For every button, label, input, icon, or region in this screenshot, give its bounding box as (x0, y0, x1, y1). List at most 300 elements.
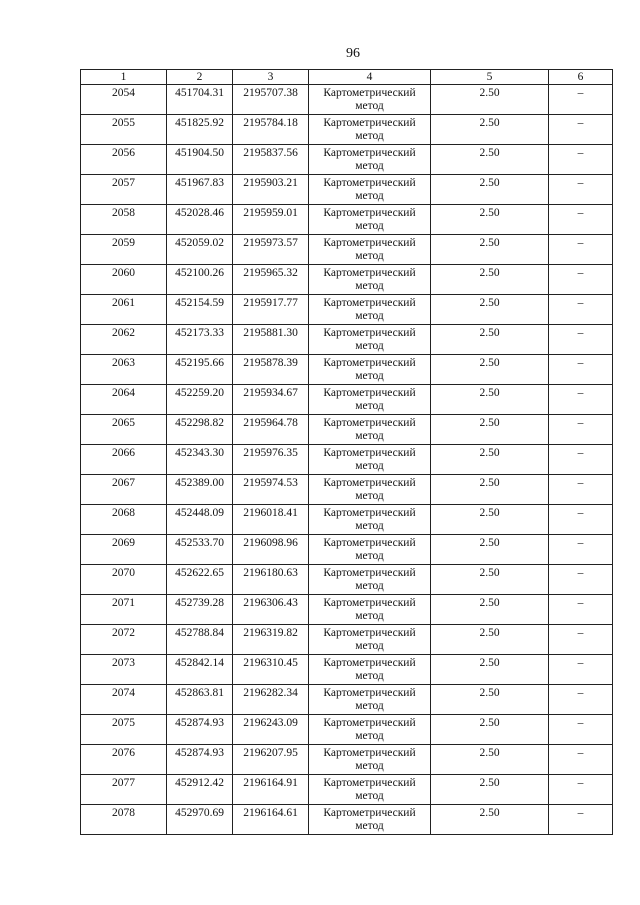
accuracy-cell-text: 2.50 (479, 387, 500, 399)
y-coordinate-cell (233, 655, 309, 685)
point-number-cell (81, 715, 167, 745)
method-text (309, 505, 430, 532)
x-coordinate-cell (167, 445, 233, 475)
x-coordinate-cell (167, 685, 233, 715)
point-number-cell-text: 2064 (112, 387, 135, 399)
method-text (309, 715, 430, 742)
method-line-2: метод (355, 760, 384, 772)
method-line-1: Картометрический (323, 687, 416, 699)
point-number-cell-text: 2078 (112, 807, 135, 819)
accuracy-cell-text: 2.50 (479, 117, 500, 129)
y-coordinate-cell-text: 2195917.77 (243, 297, 298, 309)
method-line-2: метод (355, 460, 384, 472)
table-row (81, 505, 613, 535)
accuracy-cell (431, 775, 549, 805)
note-cell (549, 295, 613, 325)
note-cell (549, 805, 613, 835)
method-text (309, 565, 430, 592)
accuracy-cell (431, 385, 549, 415)
point-number-cell (81, 415, 167, 445)
y-coordinate-cell-text: 2196306.43 (243, 597, 298, 609)
method-line-2: метод (355, 820, 384, 832)
point-number-cell (81, 445, 167, 475)
accuracy-cell (431, 535, 549, 565)
note-cell-text: – (577, 507, 584, 519)
accuracy-cell (431, 565, 549, 595)
y-coordinate-cell (233, 175, 309, 205)
y-coordinate-cell-text: 2196310.45 (243, 657, 298, 669)
method-line-1: Картометрический (323, 447, 416, 459)
y-coordinate-cell (233, 445, 309, 475)
x-coordinate-cell-text: 452343.30 (175, 447, 224, 459)
method-cell (309, 715, 431, 745)
method-line-2: метод (355, 310, 384, 322)
point-number-cell-text: 2061 (112, 297, 135, 309)
method-line-1: Картометрический (323, 597, 416, 609)
point-number-cell-text: 2073 (112, 657, 135, 669)
accuracy-cell (431, 745, 549, 775)
method-line-2: метод (355, 550, 384, 562)
method-line-2: метод (355, 700, 384, 712)
point-number-cell-text: 2059 (112, 237, 135, 249)
method-line-2: метод (355, 520, 384, 532)
x-coordinate-cell (167, 115, 233, 145)
method-cell (309, 385, 431, 415)
x-coordinate-cell-text: 452842.14 (175, 657, 224, 669)
point-number-cell (81, 235, 167, 265)
note-cell-text: – (577, 117, 584, 129)
point-number-cell-text: 2070 (112, 567, 135, 579)
method-line-1: Картометрический (323, 777, 416, 789)
x-coordinate-cell-text: 452533.70 (175, 537, 224, 549)
accuracy-cell-text: 2.50 (479, 207, 500, 219)
point-number-cell (81, 505, 167, 535)
x-coordinate-cell (167, 415, 233, 445)
method-cell (309, 445, 431, 475)
method-line-1: Картометрический (323, 177, 416, 189)
y-coordinate-cell-text: 2195974.53 (243, 477, 298, 489)
point-number-cell (81, 655, 167, 685)
note-cell-text: – (577, 387, 584, 399)
accuracy-cell (431, 145, 549, 175)
accuracy-cell (431, 355, 549, 385)
accuracy-cell (431, 85, 549, 115)
y-coordinate-cell (233, 595, 309, 625)
point-number-cell-text: 2065 (112, 417, 135, 429)
accuracy-cell-text: 2.50 (479, 417, 500, 429)
accuracy-cell (431, 295, 549, 325)
y-coordinate-cell-text: 2195965.32 (243, 267, 298, 279)
note-cell-text: – (577, 327, 584, 339)
method-line-2: метод (355, 370, 384, 382)
y-coordinate-cell-text: 2195964.78 (243, 417, 298, 429)
x-coordinate-cell-text: 452863.81 (175, 687, 224, 699)
accuracy-cell-text: 2.50 (479, 237, 500, 249)
point-number-cell (81, 385, 167, 415)
method-cell (309, 805, 431, 835)
note-cell-text: – (577, 447, 584, 459)
method-cell (309, 295, 431, 325)
point-number-cell (81, 85, 167, 115)
note-cell (549, 355, 613, 385)
point-number-cell-text: 2075 (112, 717, 135, 729)
accuracy-cell-text: 2.50 (479, 687, 500, 699)
method-line-2: метод (355, 610, 384, 622)
x-coordinate-cell-text: 452259.20 (175, 387, 224, 399)
method-text (309, 595, 430, 622)
y-coordinate-cell (233, 235, 309, 265)
table-row (81, 445, 613, 475)
point-number-cell (81, 295, 167, 325)
note-cell (549, 265, 613, 295)
accuracy-cell (431, 235, 549, 265)
y-coordinate-cell (233, 685, 309, 715)
note-cell (549, 175, 613, 205)
accuracy-cell-text: 2.50 (479, 807, 500, 819)
table-row (81, 175, 613, 205)
y-coordinate-cell (233, 205, 309, 235)
x-coordinate-cell-text: 451904.50 (175, 147, 224, 159)
point-number-cell (81, 565, 167, 595)
method-line-2: метод (355, 340, 384, 352)
x-coordinate-cell-text: 452788.84 (175, 627, 224, 639)
x-coordinate-cell (167, 355, 233, 385)
point-number-cell-text: 2066 (112, 447, 135, 459)
point-number-cell-text: 2072 (112, 627, 135, 639)
note-cell (549, 715, 613, 745)
column-header-1: 1 (81, 70, 167, 85)
method-line-2: метод (355, 280, 384, 292)
accuracy-cell-text: 2.50 (479, 297, 500, 309)
note-cell-text: – (577, 477, 584, 489)
accuracy-cell-text: 2.50 (479, 447, 500, 459)
method-cell (309, 595, 431, 625)
table-row (81, 265, 613, 295)
column-header-5: 5 (431, 70, 549, 85)
x-coordinate-cell-text: 452059.02 (175, 237, 224, 249)
method-line-1: Картометрический (323, 717, 416, 729)
table-row (81, 385, 613, 415)
accuracy-cell-text: 2.50 (479, 657, 500, 669)
point-number-cell-text: 2060 (112, 267, 135, 279)
method-line-2: метод (355, 730, 384, 742)
table-header-row (81, 70, 613, 85)
x-coordinate-cell-text: 452739.28 (175, 597, 224, 609)
accuracy-cell-text: 2.50 (479, 87, 500, 99)
point-number-cell-text: 2069 (112, 537, 135, 549)
note-cell-text: – (577, 627, 584, 639)
point-number-cell (81, 175, 167, 205)
method-line-1: Картометрический (323, 147, 416, 159)
method-cell (309, 355, 431, 385)
method-line-1: Картометрический (323, 507, 416, 519)
accuracy-cell (431, 205, 549, 235)
x-coordinate-cell-text: 451704.31 (175, 87, 224, 99)
y-coordinate-cell (233, 325, 309, 355)
method-text (309, 175, 430, 202)
accuracy-cell (431, 415, 549, 445)
table-row (81, 85, 613, 115)
table-row (81, 415, 613, 445)
note-cell (549, 145, 613, 175)
accuracy-cell (431, 715, 549, 745)
y-coordinate-cell (233, 505, 309, 535)
note-cell (549, 85, 613, 115)
y-coordinate-cell (233, 355, 309, 385)
y-coordinate-cell-text: 2196018.41 (243, 507, 298, 519)
y-coordinate-cell-text: 2196319.82 (243, 627, 298, 639)
accuracy-cell-text: 2.50 (479, 567, 500, 579)
x-coordinate-cell (167, 745, 233, 775)
point-number-cell (81, 775, 167, 805)
x-coordinate-cell-text: 451967.83 (175, 177, 224, 189)
y-coordinate-cell-text: 2196164.91 (243, 777, 298, 789)
x-coordinate-cell (167, 535, 233, 565)
x-coordinate-cell (167, 595, 233, 625)
y-coordinate-cell-text: 2195903.21 (243, 177, 298, 189)
accuracy-cell (431, 175, 549, 205)
note-cell (549, 625, 613, 655)
method-text (309, 115, 430, 142)
method-line-2: метод (355, 220, 384, 232)
method-cell (309, 85, 431, 115)
note-cell-text: – (577, 87, 584, 99)
x-coordinate-cell (167, 325, 233, 355)
method-cell (309, 415, 431, 445)
table-row (81, 115, 613, 145)
table-row (81, 775, 613, 805)
method-line-1: Картометрический (323, 237, 416, 249)
note-cell (549, 385, 613, 415)
note-cell (549, 445, 613, 475)
x-coordinate-cell (167, 565, 233, 595)
note-cell (549, 325, 613, 355)
method-text (309, 625, 430, 652)
note-cell-text: – (577, 357, 584, 369)
note-cell-text: – (577, 807, 584, 819)
method-line-1: Картометрический (323, 207, 416, 219)
method-line-1: Картометрический (323, 807, 416, 819)
y-coordinate-cell (233, 625, 309, 655)
y-coordinate-cell-text: 2196243.09 (243, 717, 298, 729)
note-cell-text: – (577, 567, 584, 579)
y-coordinate-cell-text: 2195784.18 (243, 117, 298, 129)
y-coordinate-cell (233, 115, 309, 145)
point-number-cell (81, 265, 167, 295)
method-cell (309, 745, 431, 775)
note-cell-text: – (577, 267, 584, 279)
method-text (309, 85, 430, 112)
method-line-1: Картометрический (323, 627, 416, 639)
note-cell-text: – (577, 177, 584, 189)
note-cell-text: – (577, 717, 584, 729)
method-text (309, 385, 430, 412)
table-row (81, 715, 613, 745)
method-text (309, 805, 430, 832)
column-header-6: 6 (549, 70, 613, 85)
method-line-2: метод (355, 130, 384, 142)
x-coordinate-cell-text: 452389.00 (175, 477, 224, 489)
table-row (81, 145, 613, 175)
y-coordinate-cell (233, 415, 309, 445)
table-row (81, 745, 613, 775)
x-coordinate-cell-text: 452195.66 (175, 357, 224, 369)
point-number-cell (81, 355, 167, 385)
method-text (309, 205, 430, 232)
method-cell (309, 175, 431, 205)
note-cell-text: – (577, 657, 584, 669)
x-coordinate-cell-text: 452298.82 (175, 417, 224, 429)
x-coordinate-cell-text: 452912.42 (175, 777, 224, 789)
x-coordinate-cell (167, 715, 233, 745)
x-coordinate-cell (167, 775, 233, 805)
note-cell-text: – (577, 537, 584, 549)
method-line-1: Картометрический (323, 537, 416, 549)
note-cell (549, 775, 613, 805)
method-line-2: метод (355, 790, 384, 802)
method-line-1: Картометрический (323, 477, 416, 489)
x-coordinate-cell-text: 452100.26 (175, 267, 224, 279)
accuracy-cell-text: 2.50 (479, 477, 500, 489)
table-row (81, 205, 613, 235)
method-cell (309, 685, 431, 715)
point-number-cell (81, 535, 167, 565)
x-coordinate-cell (167, 655, 233, 685)
method-text (309, 355, 430, 382)
point-number-cell-text: 2062 (112, 327, 135, 339)
y-coordinate-cell-text: 2195881.30 (243, 327, 298, 339)
method-line-1: Картометрический (323, 747, 416, 759)
point-number-cell-text: 2056 (112, 147, 135, 159)
x-coordinate-cell (167, 85, 233, 115)
note-cell-text: – (577, 777, 584, 789)
table-row (81, 235, 613, 265)
accuracy-cell-text: 2.50 (479, 177, 500, 189)
note-cell (549, 505, 613, 535)
point-number-cell (81, 685, 167, 715)
point-number-cell-text: 2054 (112, 87, 135, 99)
table-row (81, 655, 613, 685)
page-number: 96 (346, 46, 360, 61)
method-text (309, 775, 430, 802)
method-line-1: Картометрический (323, 87, 416, 99)
table-row (81, 295, 613, 325)
accuracy-cell-text: 2.50 (479, 357, 500, 369)
accuracy-cell (431, 115, 549, 145)
note-cell-text: – (577, 237, 584, 249)
note-cell (549, 685, 613, 715)
method-text (309, 415, 430, 442)
y-coordinate-cell (233, 265, 309, 295)
method-text (309, 145, 430, 172)
accuracy-cell (431, 655, 549, 685)
accuracy-cell-text: 2.50 (479, 537, 500, 549)
point-number-cell (81, 625, 167, 655)
note-cell-text: – (577, 417, 584, 429)
y-coordinate-cell-text: 2196098.96 (243, 537, 298, 549)
point-number-cell (81, 745, 167, 775)
x-coordinate-cell-text: 452874.93 (175, 717, 224, 729)
x-coordinate-cell-text: 452970.69 (175, 807, 224, 819)
accuracy-cell-text: 2.50 (479, 267, 500, 279)
table-row (81, 325, 613, 355)
table-row (81, 355, 613, 385)
table-row (81, 805, 613, 835)
x-coordinate-cell (167, 385, 233, 415)
column-header-2: 2 (167, 70, 233, 85)
method-cell (309, 625, 431, 655)
method-line-2: метод (355, 430, 384, 442)
method-line-1: Картометрический (323, 267, 416, 279)
note-cell-text: – (577, 687, 584, 699)
accuracy-cell-text: 2.50 (479, 627, 500, 639)
method-line-1: Картометрический (323, 387, 416, 399)
method-cell (309, 235, 431, 265)
method-line-2: метод (355, 100, 384, 112)
method-line-2: метод (355, 400, 384, 412)
x-coordinate-cell (167, 505, 233, 535)
y-coordinate-cell-text: 2195837.56 (243, 147, 298, 159)
method-text (309, 265, 430, 292)
note-cell (549, 595, 613, 625)
y-coordinate-cell-text: 2196180.63 (243, 567, 298, 579)
note-cell (549, 205, 613, 235)
method-text (309, 745, 430, 772)
y-coordinate-cell (233, 475, 309, 505)
method-text (309, 235, 430, 262)
x-coordinate-cell-text: 452154.59 (175, 297, 224, 309)
table-row (81, 595, 613, 625)
method-line-2: метод (355, 580, 384, 592)
coordinates-table (80, 69, 613, 835)
method-cell (309, 775, 431, 805)
note-cell (549, 745, 613, 775)
y-coordinate-cell-text: 2195973.57 (243, 237, 298, 249)
x-coordinate-cell (167, 235, 233, 265)
y-coordinate-cell (233, 295, 309, 325)
method-text (309, 325, 430, 352)
accuracy-cell-text: 2.50 (479, 597, 500, 609)
point-number-cell (81, 145, 167, 175)
point-number-cell-text: 2055 (112, 117, 135, 129)
accuracy-cell (431, 595, 549, 625)
note-cell-text: – (577, 597, 584, 609)
note-cell (549, 235, 613, 265)
y-coordinate-cell (233, 805, 309, 835)
point-number-cell (81, 805, 167, 835)
method-line-2: метод (355, 670, 384, 682)
y-coordinate-cell-text: 2195878.39 (243, 357, 298, 369)
method-cell (309, 655, 431, 685)
method-line-1: Картометрический (323, 417, 416, 429)
method-cell (309, 505, 431, 535)
x-coordinate-cell (167, 175, 233, 205)
y-coordinate-cell (233, 385, 309, 415)
x-coordinate-cell (167, 205, 233, 235)
accuracy-cell (431, 505, 549, 535)
y-coordinate-cell-text: 2196164.61 (243, 807, 298, 819)
method-cell (309, 565, 431, 595)
note-cell (549, 565, 613, 595)
note-cell-text: – (577, 147, 584, 159)
note-cell (549, 415, 613, 445)
note-cell (549, 535, 613, 565)
method-line-1: Картометрический (323, 327, 416, 339)
column-header-3: 3 (233, 70, 309, 85)
x-coordinate-cell (167, 625, 233, 655)
accuracy-cell-text: 2.50 (479, 777, 500, 789)
point-number-cell-text: 2057 (112, 177, 135, 189)
